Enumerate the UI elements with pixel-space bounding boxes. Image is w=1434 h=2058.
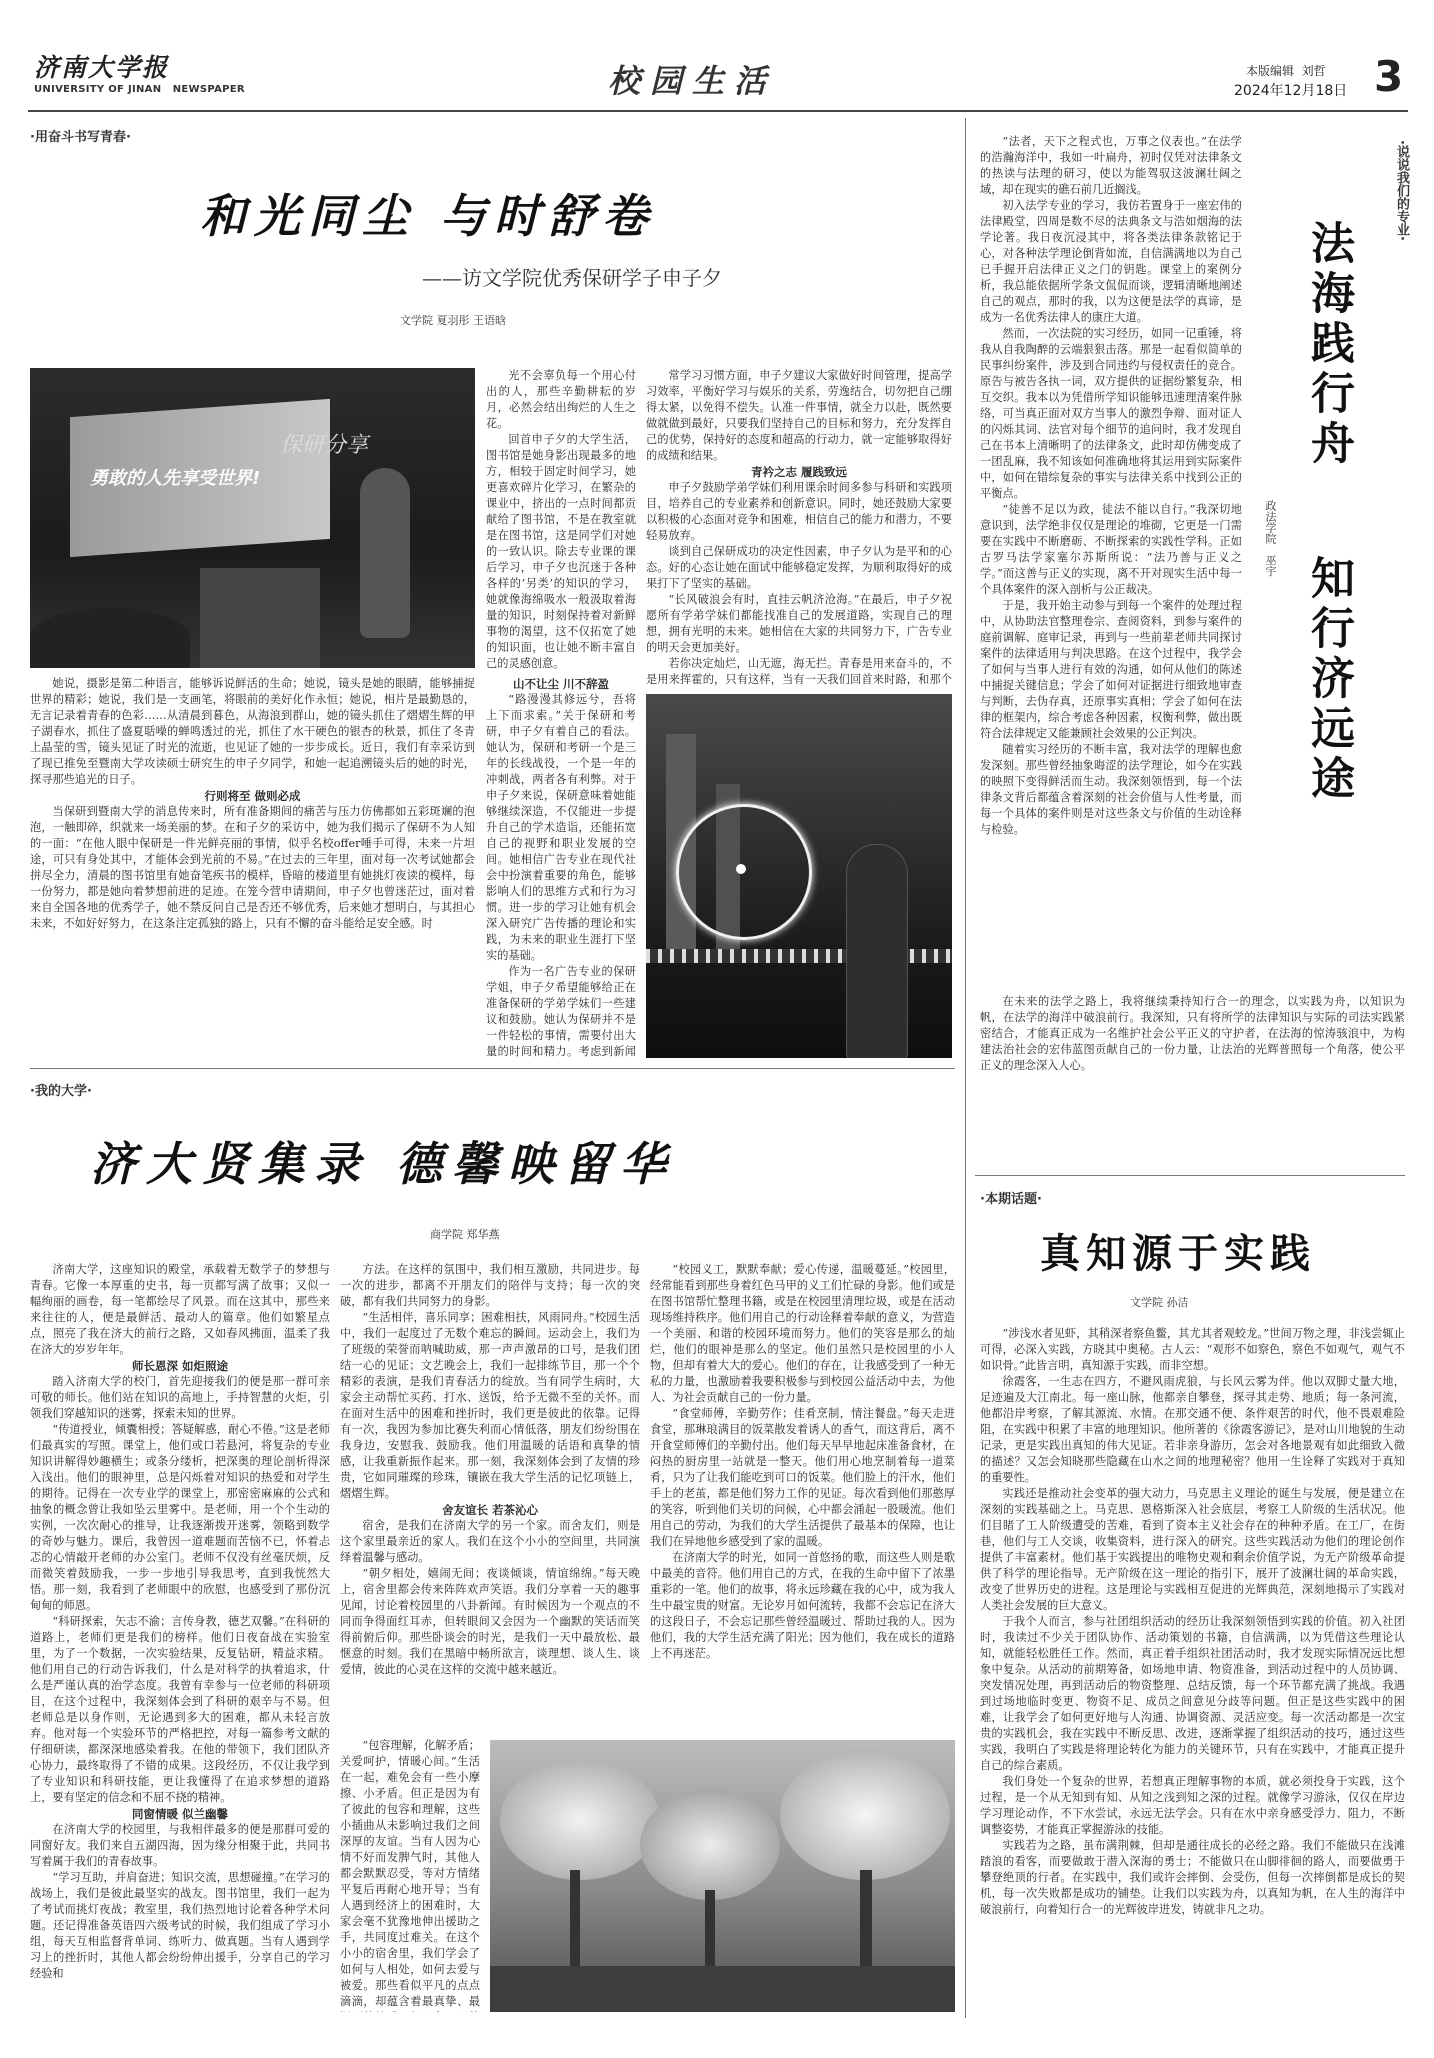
paragraph: 常学习习惯方面，申子夕建议大家做好时间管理，提高学习效率，平衡好学习与娱乐的关系，劳逸结合，切勿把自己绷得太紧，以免得不偿失。认准一件事情，就全力以赴，既然要做就做到最好，只要我们坚持自己的目标和努力，充分发挥自己的优势，保持好的态度和超高的行动力，就一定能够取得好的成绩和结果。 [646,369,952,462]
article1-column-4 [646,368,952,688]
article-byline: 文学院 夏羽彤 王语晗 [400,314,506,327]
article-title: 济大贤集录 德馨映留华 [90,1137,677,1191]
paragraph: “校园义工，默默奉献；爱心传递，温暖蔓延。”校园里，经常能看到那些身着红色马甲的义工们忙碌的身影。他们或是在图书馆帮忙整理书籍，或是在校园里清理垃圾，或是在活动现场维持秩序。他们用自己的行动诠释着奉献的意义，为营造一个美丽、和谐的校园环境而努力。他们的笑容是那么的灿烂，他们的眼神是那么的坚定。他们虽然只是校园里的小人物，但却有着大大的爱心。他们的存在，让我感受到了一种无私的力量，也激励着我要积极参与到校园公益活动中去，为他人、为社会贡献自己的一份力量。 [650,1263,955,1404]
paragraph: “路漫漫其修远兮，吾将上下而求索。”关于保研和考研，申子夕有着自己的看法。她认为，保研和考研一个是三年的长线战役，一个是一年的冲刺战，两者各有利弊。对于申子夕来说，保研意味着她能够继续深造，不仅能进一步提升自己的学术造诣，还能拓宽自己的视野和职业发展的空间。她相信广告专业在现代社会中扮演着重要的角色，能够影响人们的思维方式和行为习惯。进一步的学习让她有机会深入研究广告传播的理论和实践，为未来的职业生涯打下坚实的基础。 [486,693,636,962]
article2-column-1 [30,1262,330,2012]
paragraph: 踏入济南大学的校门，首先迎接我们的便是那一群可亲可敬的师长。他们站在知识的高地上，手持智慧的火炬，引领我们穿越知识的迷雾，探索未知的世界。 [30,1375,330,1420]
article-subtitle: ——访文学院优秀保研学子申子夕 [422,266,722,290]
paragraph: 申子夕鼓励学弟学妹们利用课余时间多参与科研和实践项目，培养自己的专业素养和创新意识。同时，她还鼓励大家要以积极的心态面对竞争和困难，相信自己的能力和潜力，不要轻易放弃。 [646,481,952,542]
screen-right-text: 保研分享 [280,433,369,458]
newspaper-logo-english: UNIVERSITY OF JINAN NEWSPAPER [34,84,245,95]
paragraph: “长风破浪会有时，直挂云帆济沧海。”在最后，申子夕祝愿所有学弟学妹们都能找准自己的发展道路，实现自己的理想，拥有光明的未来。她相信在大家的共同努力下，广告专业的明天会更加美好。 [646,593,952,654]
article2-column-3 [340,1738,480,2012]
campus-blossom-photo [490,1740,955,2012]
article1-column-1 [30,676,475,1058]
speaker-figure [360,468,410,638]
section-label: ·用奋斗书写青春· [30,130,131,145]
paragraph: 谈到自己保研成功的决定性因素，申子夕认为是平和的心态。好的心态让她在面试中能够稳定发挥，为顺利取得好的成果打下了坚实的基础。 [646,545,952,590]
paragraph: 随着实习经历的不断丰富，我对法学的理解也愈发深刻。那些曾经抽象晦涩的法学理论，如今在实践的映照下变得鲜活而生动。我深刻领悟到，每一个法律条文背后都蕴含着深刻的社会价值与人性考量，而每一个具体的案件则是对这些条文与价值的生动诠释与检验。 [980,743,1242,836]
section-divider [30,1068,955,1069]
column-divider [965,118,966,2018]
tree-trunk [860,1870,872,1970]
article-byline: 文学院 孙洁 [1130,1296,1189,1309]
paragraph: 光不会辜负每一个用心付出的人，那些辛勤耕耘的岁月，必然会结出绚烂的人生之花。 [486,369,636,430]
section-label-vertical: ·说说我们的专业· [1394,140,1409,241]
article-title: 和光同尘 与时舒卷 [200,189,657,243]
page-number: 3 [1374,52,1404,101]
paragraph: 若你决定灿烂，山无遮，海无拦。青春是用来奋斗的，不是用来挥霍的，只有这样，当有一天我们回首来时路，和那个 [646,657,952,686]
article2-column-4 [650,1262,955,1722]
paragraph: 当保研到暨南大学的消息传来时，所有准备期间的痛苦与压力仿佛都如五彩斑斓的泡泡，一触即碎，织就来一场美丽的梦。在和子夕的采访中，她为我们揭示了保研不为人知的一面：“在他人眼中保研是一件光鲜亮丽的事情，似乎名校offer唾手可得，未来一片坦途，可只有身处其中，才能体会到光前的不易。”在过去的三年里，面对每一次考试她都会拼尽全力，清晨的图书馆里有她奋笔疾书的模样，昏暗的楼道里有她挑灯夜读的模样，每一份努力，都是她向着梦想前进的足迹。在笼今营申请期间，申子夕也曾迷茫过，面对着来自全国各地的优秀学子，她不禁反问自己是否还不够优秀，后来她才想明白，与其担心未来，不如好好努力，在这条注定孤独的路上，只有不懈的奋斗能给足安全感。时 [30,805,475,930]
article4-column [980,1326,1405,2016]
subheading: 同窗情暖 似兰幽馨 [131,1807,228,1821]
paragraph: 宿舍，是我们在济南大学的另一个家。而舍友们，则是这个家里最亲近的家人。我们在这个小小的空间里，共同演绎着温馨与感动。 [340,1519,640,1564]
paragraph: 于我个人而言，参与社团组织活动的经历让我深刻领悟到实践的价值。初入社团时，我读过不少关于团队协作、活动策划的书籍，自信满满，以为凭借这些理论认知，就能轻松胜任工作。然而，真正着手组织社团活动时，我才发现实际情况远比想象中复杂。从活动的前期筹备，如场地申请、物资准备，到活动过程中的人员协调、突发情况处理，再到活动后的物资整理、总结反馈，每一个环节都充满了挑战。我遇到过场地临时变更、物资不足、成员之间意见分歧等问题。但正是这些实践中的困难，让我学会了如何更好地与人沟通、协调资源、灵活应变。每一次活动都是一次宝贵的实践机会，我在实践中不断反思、改进，逐渐掌握了组织活动的技巧，通过这些实践，我明白了实践是将理论转化为能力的关键环节，只有在实践中，才能真正提升自己的综合素质。 [980,1615,1405,1772]
section-title: 校园生活 [608,62,777,100]
paragraph: 在济南大学的校园里，与我相伴最多的便是那群可爱的同窗好友。我们来自五湖四海，因为缘分相聚于此，共同书写着属于我们的青春故事。 [30,1823,330,1868]
article3-column-2 [980,994,1405,1166]
tree-canopy [780,1750,950,1880]
page-editor: 本版编辑 刘哲 [1246,64,1326,78]
ferris-wheel-photo [646,694,952,1058]
lecture-photo [30,368,475,668]
paragraph: 济南大学，这座知识的殿堂，承载着无数学子的梦想与青春。它像一本厚重的史书，每一页都写满了故事；又似一幅绚丽的画卷，每一笔都绘尽了风景。而在这其中，那些来来往往的人，便是最鲜活、最动人的篇章。他们如繁星点点，照亮了我在济大的前行之路，又如春风拂面，温柔了我在济大的岁岁年年。 [30,1263,330,1356]
article-byline-vertical: 政法学院 巫宇 [1264,500,1277,577]
paragraph: “学习互助，并肩奋进；知识交流，思想碰撞。”在学习的战场上，我们是彼此最坚实的战友。图书馆里，我们一起为了考试而挑灯夜战；教室里，我们热烈地讨论着各种学术问题。还记得准备英语四六级考试的时候，我们组成了学习小组，每天互相监督背单词、练听力、做真题。当有人遇到学习上的挫折时，其他人都会纷纷伸出援手，分享自己的学习经验和 [30,1871,330,1980]
paragraph: 实践若为之路，虽布满荆棘，但却是通往成长的必经之路。我们不能做只在浅滩踏浪的看客，而要做敢于潜入深海的勇士；不能做只在山脚徘徊的路人，而要做勇于攀登绝顶的行者。在实践中，我们或许会摔倒、会受伤，但每一次摔倒都是成长的契机，每一次失败都是成功的铺垫。让我们以实践为舟，以真知为帆，在人生的海洋中破浪前行，向着知行合一的光辉彼岸进发，铸就非凡之功。 [980,1839,1405,1916]
section-label: ·本期话题· [980,1192,1042,1207]
tree-trunk [570,1870,580,1970]
article1-column-2 [486,368,636,670]
article-title-part-1: 法海践行舟 [1303,220,1354,470]
issue-date: 2024年12月18日 [1234,83,1348,99]
tree-canopy [500,1760,660,1880]
paragraph: 作为一名广告专业的保研学姐，申子夕希望能够给正在准备保研的学弟学妹们一些建议和鼓励。她认为保研并不是一件轻松的事情，需要付出大量的时间和精力。考虑到新闻 [486,965,636,1058]
paragraph: “涉浅水者见虾，其稍深者察鱼鳖，其尤其者观蛟龙。”世间万物之理，非浅尝辄止可得，必深入实践，方晓其中奥秘。古人云：“观形不如察色，察色不如观气，观气不如识骨。”此皆言明，真知源于实践，而非空想。 [980,1327,1405,1372]
section-divider-right [975,1175,1405,1176]
paragraph: 徐霞客，一生志在四方，不避风雨虎狼，与长风云雾为伴。他以双脚丈量大地，足迹遍及大江南北。每一座山脉，他都亲自攀登，探寻其走势、地质；每一条河流，他都沿岸考察，了解其源流、水情。在那交通不便、条件艰苦的时代，他不畏艰难险阻，在实践中积累了丰富的地理知识。他所著的《徐霞客游记》，是对山川地貌的生动记录，更是实践出真知的伟大见证。若非亲身游历，怎会对各地景观有如此细致入微的描述？又怎会知晓那些隐藏在山水之间的地理秘密？他用一生诠释了实践对于真知的重要性。 [980,1375,1405,1484]
paragraph: 我们身处一个复杂的世界，若想真正理解事物的本质，就必须投身于实践，这个过程，是一个从无知到有知、从知之浅到知之深的过程。就像学习游泳，仅仅在岸边学习理论动作，不下水尝试，永远无法学会。只有在水中亲身感受浮力、阻力，不断调整姿势，才能真正掌握游泳的技能。 [980,1775,1405,1836]
ferris-wheel-hub [736,864,746,874]
paragraph: “包容理解，化解矛盾；关爱呵护，情暖心间。”生活在一起，难免会有一些小摩擦、小矛盾。但正是因为有了彼此的包容和理解，这些小插曲从未影响过我们之间深厚的友谊。当有人因为心情不好而发脾气时，其他人都会默默忍受，等对方情绪平复后再耐心地开导；当有人遇到经济上的困难时，大家会毫不犹豫地伸出援助之手，共同度过难关。在这个小小的宿舍里，我们学会了如何与人相处，如何去爱与被爱。那些看似平凡的点点滴滴，却蕴含着最真挚、最 [340,1739,480,2008]
paragraph: “科研探索，矢志不渝；言传身教，德艺双馨。”在科研的道路上，老师们更是我们的榜样。他们日夜奋战在实验室里，为了一个数据，一次实验结果，反复钻研，精益求精。他们用自己的行动告诉我们，什么是对科学的执着追求，什么是严谨认真的治学态度。我曾有幸参与一位老师的科研项目，在这个过程中，我深刻体会到了科研的艰辛与不易。但老师总是以身作则，无论遇到多大的困难，都从未轻言放弃。他对每一个实验环节的严格把控，对每一篇参考文献的仔细研读，都深深地感染着我。在他的带领下，我们团队齐心协力，最终取得了不错的成果。这段经历，不仅让我学到了专业知识和科研技能，更让我懂得了在追求梦想的道路上，要有坚定的信念和不屈不挠的精神。 [30,1615,330,1804]
paragraph: “生活相伴，喜乐同享；困难相扶，风雨同舟。”校园生活中，我们一起度过了无数个难忘的瞬间。运动会上，我们为了班级的荣誉而呐喊助威，那一声声激昂的口号，是我们团结一心的见证；文艺晚会上，我们一起排练节目，那一个个精彩的表演，是我们青春活力的绽放。当有同学生病时，大家会主动帮忙买药、打水、送饭，给予无微不至的关怀。而在面对生活中的困难和挫折时，我们更是彼此的依靠。记得有一次，我因为参加比赛失利而心情低落，朋友们纷纷围在我身边，安慰我、鼓励我。他们用温暖的话语和真挚的情感，让我重新振作起来。那一刻，我深刻体会到了友情的珍贵，它如同璀璨的珍珠，镶嵌在我大学生活的记忆项链上，熠熠生辉。 [340,1311,640,1500]
subheading: 青衿之志 履践致远 [750,465,847,479]
article1-column-3 [486,676,636,1058]
newspaper-logo: 济南大学报 [34,53,170,82]
screen-banner-text: 勇敢的人先享受世界! [90,468,261,489]
paragraph: 在未来的法学之路上，我将继续秉持知行合一的理念，以实践为舟，以知识为帆，在法学的海洋中破浪前行。我深知，只有将所学的法律知识与实际的司法实践紧密结合，才能真正成为一名维护社会公平正义的守护者，在法海的惊涛骇浪中，为构建法治社会的宏伟蓝图贡献自己的一份力量，让法治的光辉普照每一个角落，使公平正义的理念深入人心。 [980,995,1405,1072]
subheading: 师长恩深 如炬照途 [131,1359,228,1373]
subheading: 行则将至 做则必成 [204,789,301,803]
article-title: 真知源于实践 [1040,1230,1316,1277]
paragraph: “传道授业，倾囊相授；答疑解惑，耐心不倦。”这是老师们最真实的写照。课堂上，他们或口若悬河，将复杂的专业知识讲解得妙趣横生；或条分缕析，把深奥的理论剖析得深入浅出。他们的眼神里，总是闪烁着对知识的热爱和对学生的期待。记得在一次专业学的课堂上，那密密麻麻的公式和抽象的概念曾让我如坠云里雾中。是老师，用一个个生动的实例，一次次耐心的推导，让我逐渐拨开迷雾，领略到数学的奇妙与魅力。课后，我曾因一道难题而苦恼不已，怀着忐忑的心情敲开老师的办公室门。老师不仅没有丝毫厌烦，反而微笑着鼓励我，一步一步地引导我思考，直到我恍然大悟。那一刻，我看到了老师眼中的欣慰，也感受到了那份沉甸甸的师恩。 [30,1423,330,1612]
article3-column-1 [980,134,1242,990]
article-title-part-2: 知行济远途 [1303,555,1354,805]
paragraph: “食堂师傅，辛勤劳作；佳肴烹制，情注餐盘。”每天走进食堂，那琳琅满目的饭菜散发着诱人的香气，而这背后，离不开食堂师傅们的辛勤付出。他们每天早早地起床准备食材，在闷热的厨房里一站就是一整天。他们用心地烹制着每一道菜肴，只为了让我们能吃到可口的饭菜。他们脸上的汗水，他们手上的老茧，都是他们努力工作的见证。每次看到他们那憨厚的笑容，听到他们关切的问候，心中都会涌起一股暖流。他们用自己的劳动，为我们的大学生活提供了最基本的保障，也让我们在异地他乡感受到了家的温暖。 [650,1407,955,1548]
paragraph: 方法。在这样的氛围中，我们相互激励，共同进步。每一次的进步，都离不开朋友们的陪伴与支持；每一次的突破，都有我们共同努力的身影。 [340,1263,640,1308]
audience-silhouette [30,608,190,668]
masthead [28,48,1408,106]
paragraph: “朝夕相处，嬉闹无间；夜谈倾谈，情谊绵绵。”每天晚上，宿舍里都会传来阵阵欢声笑语。我们分享着一天的趣事见闻，讨论着校园里的八卦新闻。有时候因为一个观点的不同而争得面红耳赤，但转眼间又会因为一个幽默的笑话而笑得前俯后仰。那些卧谈会的时光，是我们一天中最放松、最惬意的时刻。我们在黑暗中畅所欲言，谈理想、谈人生、谈爱情，彼此的心灵在这样的交流中越来越近。 [340,1567,640,1676]
podium [200,568,320,668]
subheading: 山不让尘 川不辞盈 [512,677,609,691]
article-byline: 商学院 郑华燕 [430,1228,500,1241]
masthead-rule [28,110,1408,112]
paragraph: 回首申子夕的大学生活，图书馆是她身影出现最多的地方，相较于固定时间学习，她更喜欢碎片化学习，在繁杂的课业中，挤出的一点时间都贡献给了图书馆，不是在教室就是在图书馆，这是同学们对她的一致认识。除去专业课的课后学习，申子夕也沉迷于各种各样的‘另类’的知识的学习，她就像海绵吸水一般汲取着海量的知识，时刻保持着对新鲜事物的渴望，这不仅拓宽了她的知识面，也让她不断丰富自己的灵感创意。 [486,433,636,670]
subheading: 舍友谊长 若茶沁心 [441,1503,538,1517]
grass-ground [490,1966,955,2012]
paragraph: “法者，天下之程式也，万事之仪表也。”在法学的浩瀚海洋中，我如一叶扁舟，初时仅凭对法律条文的热读与法理的研习，使以为能驾驭这波澜壮阔之域，却在现实的礁石前几近搁浅。 [980,135,1242,196]
paragraph: 在济南大学的时光，如同一首悠扬的歌，而这些人则是歌中最美的音符。他们用自己的方式，在我的生命中留下了浓墨重彩的一笔。他们的故事，将永远珍藏在我的心中，成为我人生中最宝贵的财富。无论岁月如何流转，我都不会忘记在济大的这段日子，不会忘记那些曾经温暖过、帮助过我的人。因为他们，我的大学生活充满了阳光；因为他们，我在成长的道路上不再迷茫。 [650,1551,955,1660]
tree-canopy [640,1790,780,1900]
paragraph: “徒善不足以为政，徒法不能以自行。”我深切地意识到，法学绝非仅仅是理论的堆砌，它更是一门需要在实践中不断磨砺、不断探索的实践性学科。正如古罗马法学家塞尔苏斯所说：“法乃善与正义之学。”而这善与正义的实现，离不开对现实生活中每一个具体案件的深入剖析与公正裁决。 [980,503,1242,596]
paragraph: 初入法学专业的学习，我仿若置身于一座宏伟的法律殿堂，四周是数不尽的法典条文与浩如烟海的法学论著。我日夜沉浸其中，将各类法律条款铭记于心，对各种法学理论倒背如流，自信满满地以为自己已手握开启法律正义之门的钥匙。课堂上的案例分析，我总能依据所学条文侃侃而谈，逻辑清晰地阐述自己的观点，那时的我，以为这便是法学的真谛，是成为一名优秀法律人的康庄大道。 [980,199,1242,324]
paragraph: 她说，摄影是第二种语言，能够诉说鲜活的生命；她说，镜头是她的眼睛，能够捕捉世界的精彩；她说，我们是一支画笔，将眼前的美好化作永恒；她说，相片是最勤恳的，无言记录着青春的色彩……从清晨到暮色，从海浪到群山，她的镜头抓住了熠熠生辉的甲子湖春水，抓住了盛夏聒噪的蝉鸣透过的光，抓住了水干硬色的银杏的秋景，抓住了冬青上晶莹的雪，镜头见证了时光的流逝，也见证了她的一步步成长。近日，我们有幸采访到了现已推免至暨南大学攻读硕士研究生的申子夕同学，和她一起追溯镜头后的她的时光，探寻那些追光的日子。 [30,677,475,786]
section-label: ·我的大学· [30,1084,92,1099]
paragraph: 然而，一次法院的实习经历，如同一记重锤，将我从自我陶醉的云端狠狠击落。那是一起看似简单的民事纠纷案件，涉及到合同违约与侵权责任的竞合。原告与被告各执一词，双方提供的证据纷繁复杂，相互交织。我本以为凭借所学知识能够迅速理清案件脉络，可当真正面对双方当事人的激烈争辩、面对证人的闪烁其词、法官对每个细节的追问时，我才发现自己在书本上清晰明了的法律条文，此时却仿佛变成了一团乱麻，我不知该如何准确地将其运用到实际案件中，如何在错综复杂的事实与法律关系中找到公正的平衡点。 [980,327,1242,500]
portrait-figure [846,844,908,1058]
article2-column-2 [340,1262,640,1732]
paragraph: 实践还是推动社会变革的强大动力，马克思主义理论的诞生与发展，便是建立在深刻的实践基础之上。马克思、恩格斯深入社会底层，考察工人阶级的生活状况。他们目睹了工人阶级遭受的苦难，看到了资本主义社会存在的种种矛盾。在工厂，在街巷，他们与工人交谈，收集资料，进行深入的研究。这些实践活动为他们的理论创作提供了丰富素材。他们基于实践提出的唯物史观和剩余价值学说，为无产阶级革命提供了科学的理论指导。无产阶级在这一理论的指引下，展开了波澜壮阔的革命实践，改变了世界历史的进程。这是理论与实践相互促进的光辉典范，深刻地揭示了实践对人类社会发展的巨大意义。 [980,1487,1405,1612]
paragraph: 于是，我开始主动参与到每一个案件的处理过程中，从协助法官整理卷宗、查阅资料，到参与案件的庭前调解、庭审记录，再到与一些前辈老师共同探讨案件的法律适用与判决思路。在这个过程中，我学会了如何与当事人进行有效的沟通，如何从他们的陈述中捕捉关键信息；学会了如何对证据进行细致地审查与判断，去伪存真，还原事实真相；学会了如何在法律的框架内，综合考虑各种因素，权衡利弊，做出既符合法律规定又能兼顾社会效果的公正判决。 [980,599,1242,740]
